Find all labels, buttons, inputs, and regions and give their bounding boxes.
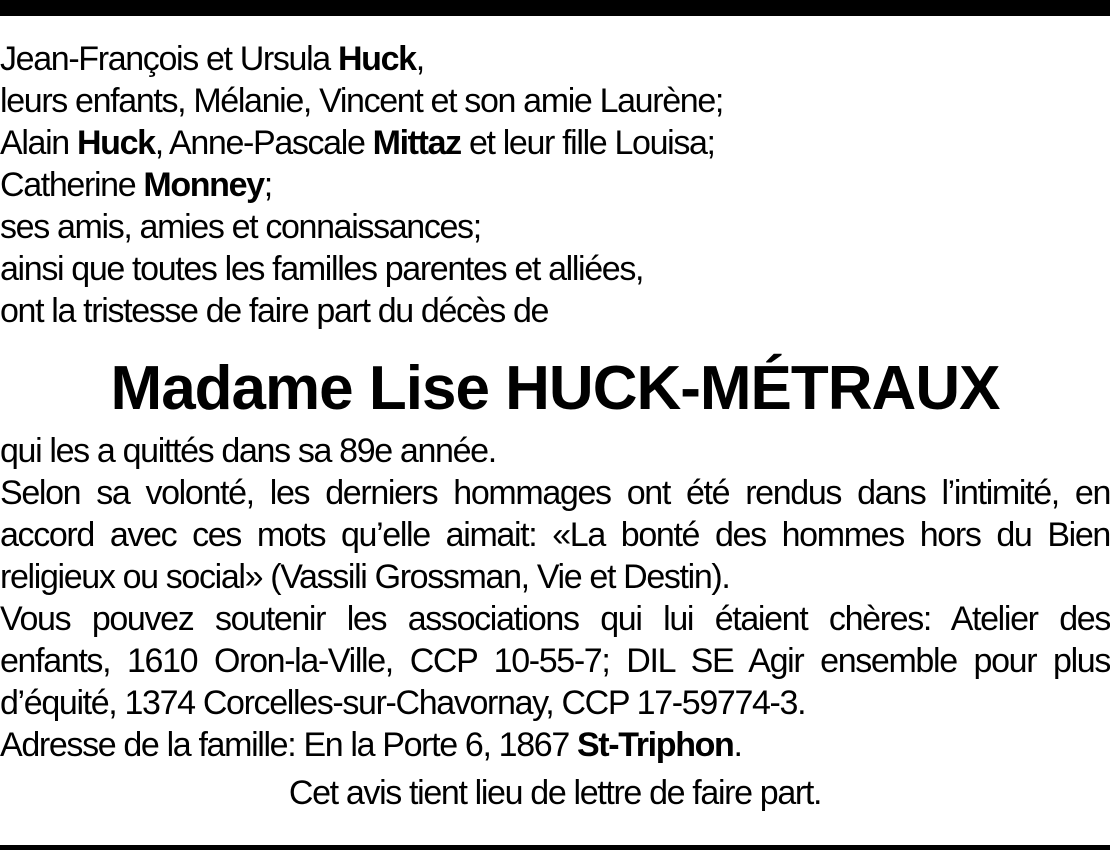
deceased-name: Madame Lise HUCK-MÉTRAUX bbox=[110, 354, 1000, 423]
family-address bbox=[0, 724, 1110, 766]
family-name: et leur fille Louisa; bbox=[460, 124, 715, 162]
family-line-1 bbox=[0, 38, 1110, 80]
family-line-4 bbox=[0, 164, 1110, 206]
address-place: St-Triphon bbox=[576, 726, 734, 764]
death-notice bbox=[0, 38, 1110, 814]
family-line-6: ainsi que toutes les familles parentes et alliées, bbox=[0, 250, 644, 288]
punctuation: . bbox=[733, 726, 742, 764]
family-surname: Mittaz bbox=[372, 124, 461, 162]
punctuation: , bbox=[415, 40, 424, 78]
family-name: Alain bbox=[0, 124, 77, 162]
body-line-6: enfants, 1610 Oron-la-Ville, CCP 10-55-7; DIL SE Agir ensemble pour plus bbox=[0, 642, 1110, 680]
family-line-7: ont la tristesse de faire part du décès de bbox=[0, 292, 549, 330]
bottom-rule bbox=[0, 845, 1110, 850]
family-line-2: leurs enfants, Mélanie, Vincent et son amie Laurène; bbox=[0, 82, 723, 120]
address-text: Adresse de la famille: En la Porte 6, 1867 bbox=[0, 726, 577, 764]
family-surname: Huck bbox=[337, 40, 416, 78]
top-rule bbox=[0, 0, 1110, 16]
punctuation: ; bbox=[263, 166, 272, 204]
family-surname: Monney bbox=[143, 166, 264, 204]
body-line-3: accord avec ces mots qu’elle aimait: «La bonté des hommes hors du Bien bbox=[0, 516, 1110, 554]
body-line-5: Vous pouvez soutenir les associations qui lui étaient chères: Atelier des bbox=[0, 600, 1110, 638]
family-name: , Anne-Pascale bbox=[154, 124, 373, 162]
family-name: Catherine bbox=[0, 166, 144, 204]
body-line-4: religieux ou social» (Vassili Grossman, Vie et Destin). bbox=[0, 558, 730, 596]
body-line-2: Selon sa volonté, les derniers hommages ont été rendus dans l’intimité, en bbox=[0, 474, 1110, 512]
family-line-5: ses amis, amies et connaissances; bbox=[0, 208, 481, 246]
family-names: Jean-François et Ursula bbox=[0, 40, 338, 78]
closing-note: Cet avis tient lieu de lettre de faire part. bbox=[288, 774, 822, 812]
body-line-7: d’équité, 1374 Corcelles-sur-Chavornay, CCP 17-59774-3. bbox=[0, 684, 806, 722]
family-surname: Huck bbox=[76, 124, 155, 162]
family-line-3 bbox=[0, 122, 1110, 164]
body-line-1: qui les a quittés dans sa 89e année. bbox=[0, 432, 496, 470]
